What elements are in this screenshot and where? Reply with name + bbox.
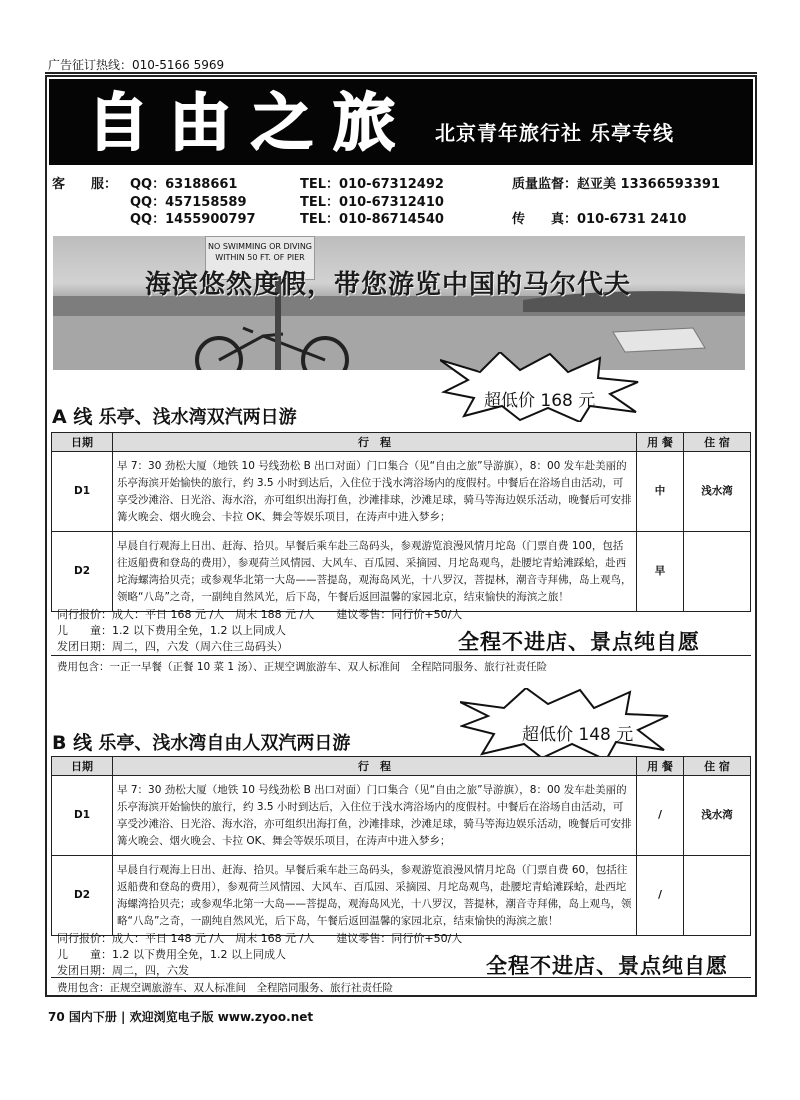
header-meal: 用 餐 [637, 757, 684, 776]
header-route: 行 程 [113, 433, 637, 452]
price-b: 超低价 148 元 [522, 725, 634, 745]
promise-b: 全程不进店、景点纯自愿 [486, 954, 728, 978]
price-burst-a [440, 352, 640, 422]
day-cell: D2 [52, 532, 113, 612]
stay-cell: 浅水湾 [684, 776, 751, 856]
itinerary-text: 早晨自行观海上日出、赶海、拾贝。早餐后乘车赴三岛码头，参观游览浪漫风情月坨岛（门票自费 60，包括往返船费和登岛的费用），参观荷兰风情园、大风车、百瓜园、采摘园、月坨岛观鸟，赴腰坨青蛤滩踩蛤，赴西坨海螺湾拾贝壳；或参观华北第一大岛——菩提岛，观海岛风光，十八罗汉，菩提林，潮音寺拜佛，岛上观鸟，领略“八岛”之奇，一副纯自然风光，后下岛，午餐后返回温馨的家园北京，结束愉快的海滨之旅！ [113, 856, 637, 936]
itinerary-text: 早 7：30 劲松大厦（地铁 10 号线劲松 B 出口对面）门口集合（见“自由之旅”导游旗），8：00 发车赴美丽的乐亭海滨开始愉快的旅行，约 3.5 小时到达后，入住位于浅水湾浴场内的度假村。中餐后在浴场自由活动，可享受沙滩浴、日光浴、海水浴，亦可组织出海打鱼，沙滩排球，沙滩足球，骑马等海边娱乐活动，晚餐后可安排篝火晚会、烟火晚会、卡拉 OK、舞会等娱乐项目，在涛声中进入梦乡； [113, 776, 637, 856]
quote-b: 同行报价：成人：平日 148 元 /人 周末 168 元 /人 建议零售：同行价+50/人 [57, 932, 463, 945]
itinerary-text: 早 7：30 劲松大厦（地铁 10 号线劲松 B 出口对面）门口集合（见“自由之旅”导游旗），8：00 发车赴美丽的乐亭海滨开始愉快的旅行，约 3.5 小时到达后，入住位于浅水湾浴场内的度假村。中餐后在浴场自由活动，可享受沙滩浴、日光浴、海水浴，亦可组织出海打鱼，沙滩排球，沙滩足球，骑马等海边娱乐活动，晚餐后可安排篝火晚会、烟火晚会、卡拉 OK、舞会等娱乐项目，在涛声中进入梦乡； [113, 452, 637, 532]
stay-cell: 浅水湾 [684, 452, 751, 532]
beach-scene [53, 236, 745, 370]
itinerary-text: 早晨自行观海上日出、赶海、拾贝。早餐后乘车赴三岛码头，参观游览浪漫风情月坨岛（门票自费 100，包括往返船费和登岛的费用），参观荷兰风情园、大风车、百瓜园、采摘园、月坨岛观鸟，赴腰坨青蛤滩踩蛤，赴西坨海螺湾拾贝壳；或参观华北第一大岛——菩提岛，观海岛风光，十八罗汉，菩提林，潮音寺拜佛，岛上观鸟，领略“八岛”之奇，一副纯自然风光，后下岛，午餐后返回温馨的家园北京，结束愉快的海滨之旅！ [113, 532, 637, 612]
table-row [52, 776, 751, 856]
qq-2: QQ：457158589 [130, 195, 247, 210]
route-a-name: 乐亭、浅水湾双汽两日游 [98, 407, 297, 428]
stay-cell [684, 532, 751, 612]
day-cell: D1 [52, 452, 113, 532]
header-stay: 住 宿 [684, 757, 751, 776]
pier-sign: NO SWIMMING OR DIVING WITHIN 50 FT. OF PIER [205, 236, 315, 280]
itinerary-table-b [51, 756, 751, 936]
table-row [52, 856, 751, 936]
fee-b: 费用包含：正规空调旅游车、双人标准间 全程陪同服务、旅行社责任险 [57, 982, 393, 994]
tel-2: TEL：010-67312410 [300, 195, 444, 210]
page-footer: 70 国内下册 | 欢迎浏览电子版 www.zyoo.net [48, 1010, 314, 1024]
route-b-letter: B 线 [52, 732, 93, 754]
header-route: 行 程 [113, 757, 637, 776]
tel-1: TEL：010-67312492 [300, 177, 444, 192]
header-date: 日期 [52, 757, 113, 776]
brand-logo: 自由之旅 [87, 86, 416, 159]
table-row [52, 532, 751, 612]
day-cell: D1 [52, 776, 113, 856]
route-a-title [52, 402, 297, 429]
ad-hotline: 广告征订热线：010-5166 5969 [48, 58, 225, 72]
header-meal: 用 餐 [637, 433, 684, 452]
fax: 传 真：010-6731 2410 [512, 212, 687, 227]
divider [51, 977, 751, 978]
itinerary-table-a [51, 432, 751, 612]
header-stay: 住 宿 [684, 433, 751, 452]
qq-3: QQ：1455900797 [130, 212, 256, 227]
meal-cell: 早 [637, 532, 684, 612]
service-label: 客 服： [52, 177, 118, 192]
promise-a: 全程不进店、景点纯自愿 [458, 630, 700, 654]
quote-a: 同行报价：成人：平日 168 元 /人 周末 188 元 /人 建议零售：同行价+50/人 [57, 608, 463, 621]
top-rule [45, 72, 757, 74]
meal-cell: 中 [637, 452, 684, 532]
price-burst-b [460, 688, 670, 760]
price-a: 超低价 168 元 [484, 391, 596, 411]
route-b-title [52, 728, 350, 755]
header-banner [49, 79, 753, 165]
stay-cell [684, 856, 751, 936]
divider [51, 655, 751, 656]
header-date: 日期 [52, 433, 113, 452]
meal-cell: / [637, 776, 684, 856]
beach-photo [53, 236, 745, 370]
table-row [52, 452, 751, 532]
child-b: 儿 童：1.2 以下费用全免，1.2 以上同成人 [57, 948, 286, 961]
departure-b: 发团日期：周二，四，六发 [57, 964, 189, 977]
supervisor: 质量监督：赵亚美 13366593391 [512, 177, 721, 192]
day-cell: D2 [52, 856, 113, 936]
fee-a: 费用包含：一正一早餐（正餐 10 菜 1 汤）、正规空调旅游车、双人标准间 全程陪同服务、旅行社责任险 [57, 661, 548, 673]
qq-1: QQ：63188661 [130, 177, 238, 192]
meal-cell: / [637, 856, 684, 936]
departure-a: 发团日期：周二，四，六发（周六住三岛码头） [57, 640, 288, 653]
child-a: 儿 童：1.2 以下费用全免，1.2 以上同成人 [57, 624, 286, 637]
route-a-letter: A 线 [52, 406, 93, 428]
tel-3: TEL：010-86714540 [300, 212, 444, 227]
photo-slogan: 海滨悠然度假，带您游览中国的马尔代夫 [145, 270, 632, 300]
brand-subtitle: 北京青年旅行社 乐亭专线 [435, 121, 674, 145]
route-b-name: 乐亭、浅水湾自由人双汽两日游 [98, 733, 351, 754]
